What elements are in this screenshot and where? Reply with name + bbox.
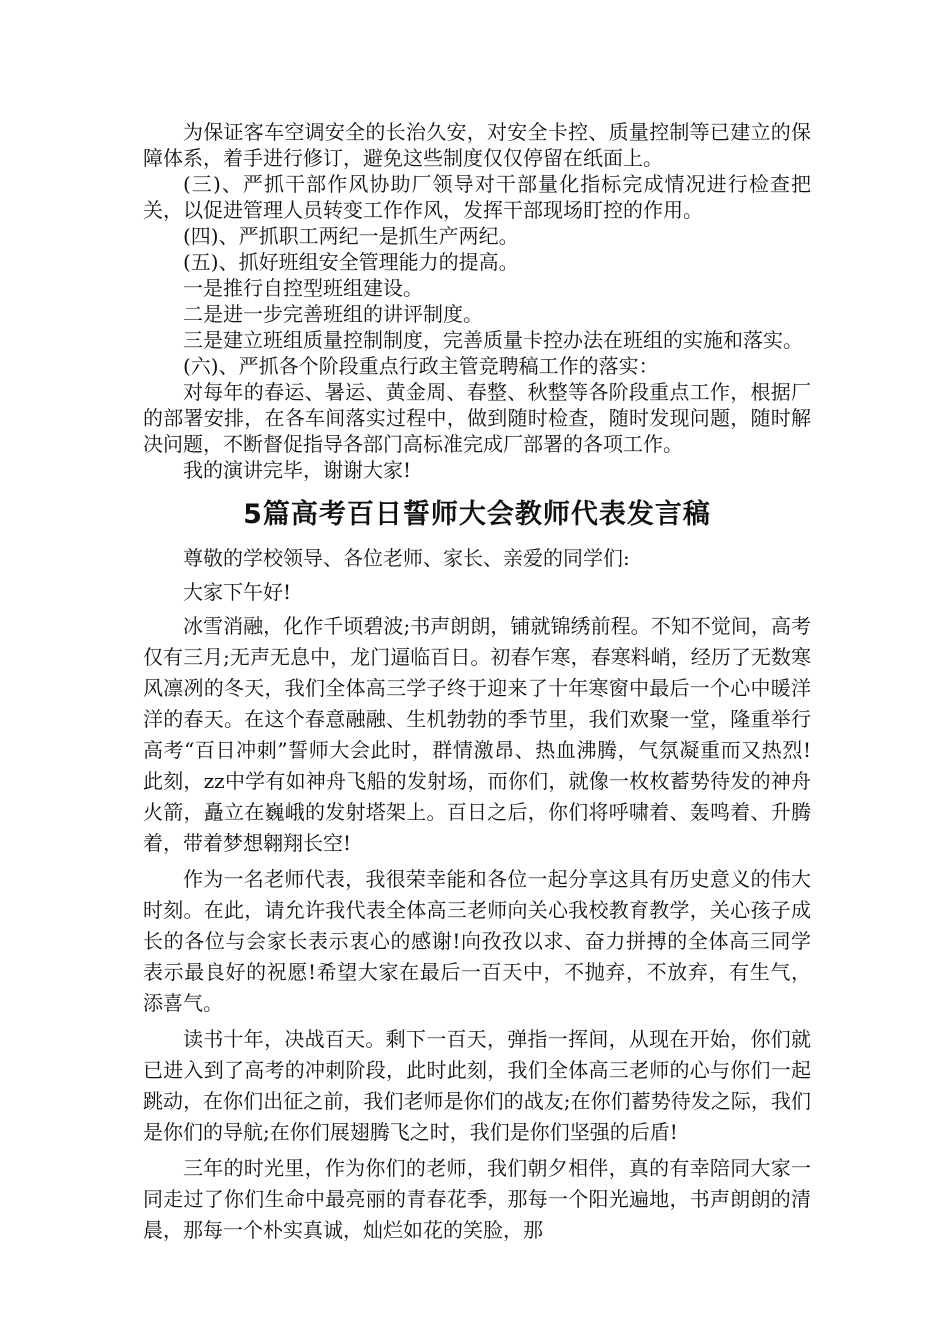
greeting: 大家下午好! [183,580,292,604]
paragraph: (五)、抓好班组安全管理能力的提高。 [183,250,519,274]
paragraph: 二是进一步完善班组的讲评制度。 [183,302,483,326]
speech-ending-section [143,119,811,483]
article-title: 5篇高考百日誓师大会教师代表发言稿 [243,499,711,530]
paragraph: 三年的时光里，作为你们的老师，我们朝夕相伴，真的有幸陪同大家一同走过了你们生命中最亮丽的青春花季，那每一个阳光遍地，书声朗朗的清晨，那每一个朴实真诚，灿烂如花的笑脸，那 [143,1156,811,1242]
paragraph: 冰雪消融，化作千顷碧波;书声朗朗，铺就锦绣前程。不知不觉间，高考仅有三月;无声无息中，龙门逼临百日。初春乍寒，春寒料峭，经历了无数寒风凛冽的冬天，我们全体高三学子终于迎来了十年寒窗中最后一个心中暖洋洋的春天。在这个春意融融、生机勃勃的季节里，我们欢聚一堂，隆重举行高考“百日冲刺”誓师大会此时，群情激昂、热血沸腾，气氛凝重而又热烈!此刻，zz中学有如神舟飞船的发射场，而你们，就像一枚枚蓄势待发的神舟火箭，矗立在巍峨的发射塔架上。百日之后，你们将呼啸着、轰鸣着、升腾着，带着梦想翱翔长空! [143,614,811,855]
paragraph: 读书十年，决战百天。剩下一百天，弹指一挥间，从现在开始，你们就已进入到了高考的冲刺阶段，此时此刻，我们全体高三老师的心与你们一起跳动，在你们出征之前，我们老师是你们的战友;在你们蓄势待发之际，我们是你们的导航;在你们展翅腾飞之时，我们是你们坚强的后盾! [143,1027,811,1144]
paragraph: (六)、严抓各个阶段重点行政主管竞聘稿工作的落实： [183,354,659,378]
paragraph: 三是建立班组质量控制制度，完善质量卡控办法在班组的实施和落实。 [183,328,803,352]
teacher-speech-section [143,543,811,1246]
paragraph: 作为一名老师代表，我很荣幸能和各位一起分享这具有历史意义的伟大时刻。在此，请允许我代表全体高三老师向关心我校教育教学，关心孩子成长的各位与会家长表示衷心的感谢!向孜孜以求、奋力拼搏的全体高三同学表示最良好的祝愿!希望大家在最后一百天中，不抛弃，不放弃，有生气，添喜气。 [143,867,811,1015]
paragraph: 我的演讲完毕，谢谢大家! [183,458,412,482]
paragraph: 为保证客车空调安全的长治久安，对安全卡控、质量控制等已建立的保障体系，着手进行修订，避免这些制度仅仅停留在纸面上。 [143,120,811,170]
paragraph: 一是推行自控型班组建设。 [183,276,423,300]
paragraph: 对每年的春运、暑运、黄金周、春整、秋整等各阶段重点工作，根据厂的部署安排，在各车间落实过程中，做到随时检查，随时发现问题，随时解决问题，不断督促指导各部门高标准完成厂部署的各项工作。 [143,380,811,456]
paragraph: (三)、严抓干部作风协助厂领导对干部量化指标完成情况进行检查把关，以促进管理人员转变工作作风，发挥干部现场盯控的作用。 [143,172,811,222]
document-page [143,119,811,1251]
paragraph: (四)、严抓职工两纪一是抓生产两纪。 [183,224,519,248]
greeting: 尊敬的学校领导、各位老师、家长、亲爱的同学们: [183,546,630,570]
